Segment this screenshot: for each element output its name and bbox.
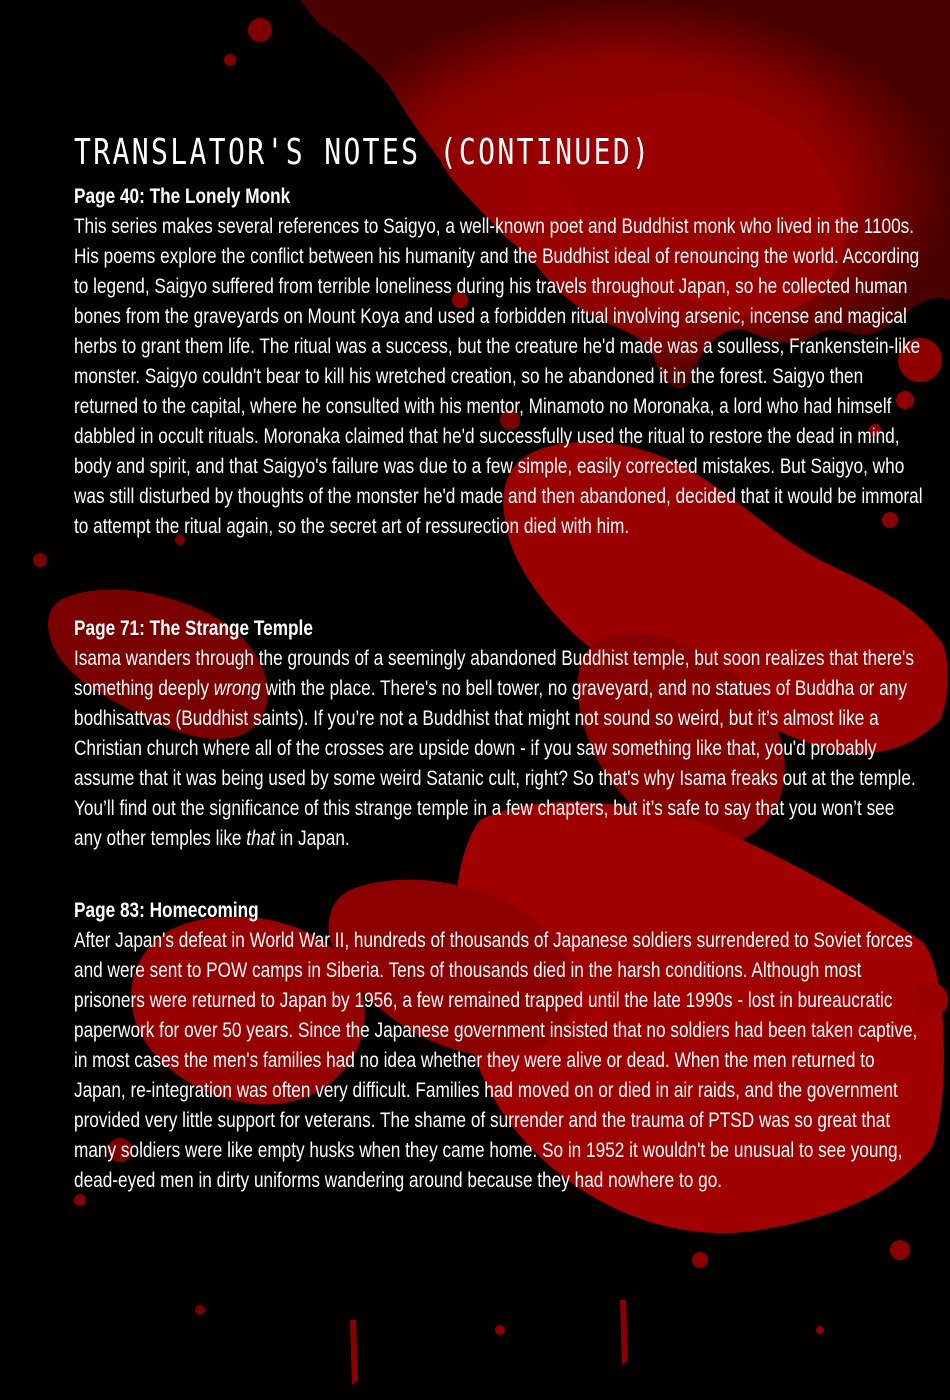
note-text: Isama wanders through the grounds of a seemingly abandoned Buddhist temple, but soon realizes that there's something deeply xyxy=(74,647,914,700)
translator-notes xyxy=(74,128,924,1268)
note-text: This series makes several references to Saigyo, a well-known poet and Buddhist monk who lived in the 1100s. His poems explore the conflict between his humanity and the Buddhist ideal of renouncing the world. According to legend, Saigyo suffered from terrible loneliness during his travels throughout Japan, so he collected human bones from the graveyards on Mount Koya and used a forbidden ritual involving arsenic, incense and magical herbs to grant them life. The ritual was a success, but the creature he'd made was a soulless, Frankenstein-like monster. Saigyo couldn't bear to kill his wretched creation, so he abandoned it in the forest. Saigyo then returned to the capital, where he consulted with his mentor, Minamoto no Moronaka, a lord who had himself dabbled in occult rituals. Moronaka claimed that he'd successfully used the ritual to restore the dead in mind, body and spirit, and that Saigyo's failure was due to a few simple, easily corrected mistakes. But Saigyo, who was still disturbed by thoughts of the monster he'd made and then abandoned, decided that it would be immoral to attempt the ritual again, so the secret art of ressurection died with him. xyxy=(74,215,923,538)
page-title: TRANSLATOR'S NOTES (CONTINUED) xyxy=(74,132,652,173)
note-page-40 xyxy=(74,182,924,602)
note-title: Page 40: The Lonely Monk xyxy=(74,185,291,208)
note-page-83 xyxy=(74,896,924,1256)
emphasis-text: wrong xyxy=(213,677,261,700)
note-body xyxy=(74,212,927,602)
note-body xyxy=(74,644,927,884)
emphasis-text: that xyxy=(246,827,276,850)
note-text: with the place. There's no bell tower, no graveyard, and no statues of Buddha or any bodhisattvas (Buddhist saints). If you’re not a Buddhist that might not sound so weird, but it’s almost like a Christian church where all of the crosses are upside down - if you saw something like that, you'd probably assume that it was being used by some weird Satanic cult, right? So that's why Isama freaks out at the temple. You’ll find out the significance of this strange temple in a few chapters, but it’s safe to say that you won’t see any other temples like xyxy=(74,677,916,850)
note-text: After Japan's defeat in World War II, hundreds of thousands of Japanese soldiers surrendered to Soviet forces and were sent to POW camps in Siberia. Tens of thousands died in the harsh conditions. Although most prisoners were returned to Japan by 1956, a few remained trapped until the late 1990s - lost in bureaucratic paperwork for over 50 years. Since the Japanese government insisted that no soldiers had been taken captive, in most cases the men's families had no idea whether they were alive or dead. When the men returned to Japan, re-integration was often very difficult. Families had moved on or died in air raids, and the government provided very little support for veterans. The shame of surrender and the trauma of PTSD was so great that many soldiers were like empty husks when they came home. So in 1952 it wouldn't be unusual to see young, dead-eyed men in dirty uniforms wandering around because they had nowhere to go. xyxy=(74,929,918,1192)
note-text: in Japan. xyxy=(275,827,350,850)
note-page-71 xyxy=(74,614,924,884)
note-body xyxy=(74,926,927,1256)
note-title: Page 71: The Strange Temple xyxy=(74,617,313,640)
note-title: Page 83: Homecoming xyxy=(74,899,259,922)
